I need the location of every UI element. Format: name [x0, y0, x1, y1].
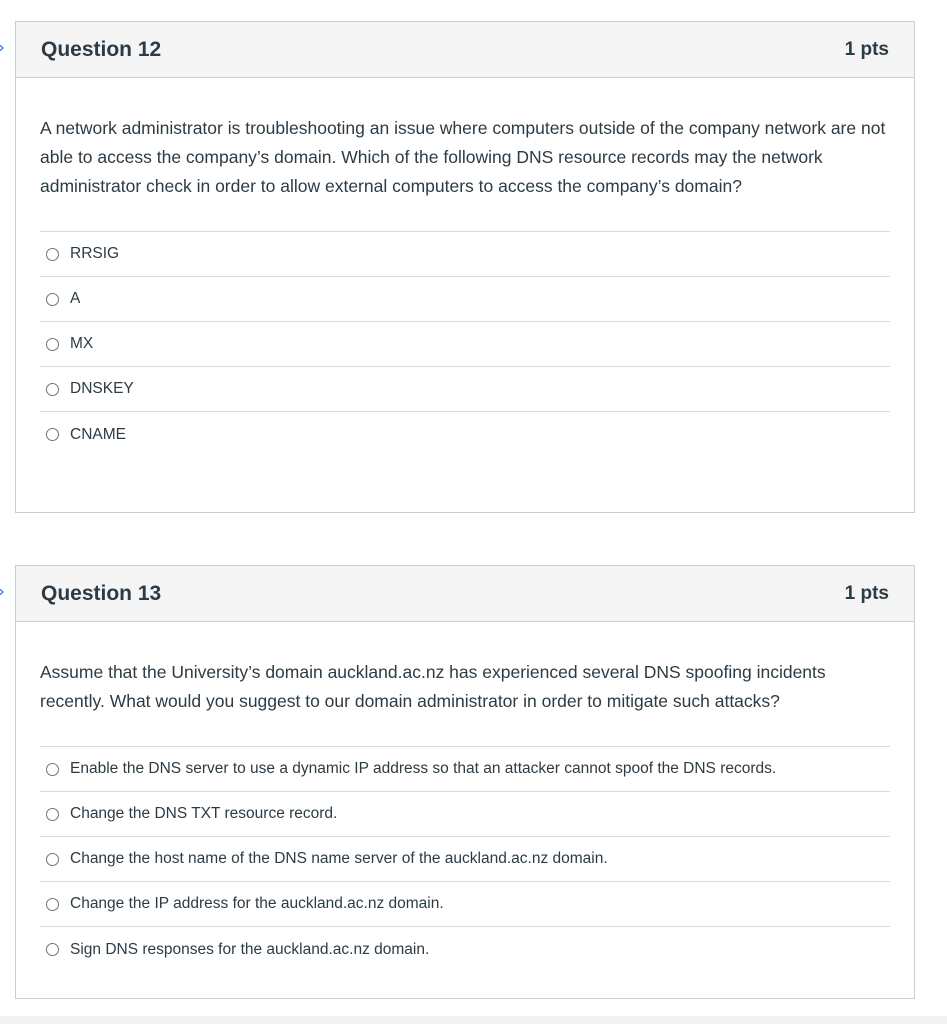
question-header [16, 22, 914, 78]
answer-label: RRSIG [70, 245, 120, 262]
radio-button[interactable] [46, 428, 59, 441]
page-footer-strip [0, 1016, 947, 1024]
question-12-card [15, 21, 915, 513]
question-points: 1 pts [844, 38, 889, 60]
answer-label: MX [70, 335, 94, 352]
answer-label: CNAME [70, 425, 126, 443]
answer-option-a[interactable] [40, 277, 890, 322]
question-13-card [15, 565, 915, 999]
answer-option-rrsig[interactable] [40, 232, 890, 277]
radio-button[interactable] [46, 853, 59, 866]
answer-label: Change the IP address for the auckland.ac.nz domain. [70, 895, 444, 912]
question-body [16, 78, 914, 457]
question-13-flag-icon[interactable] [0, 584, 6, 600]
question-header [16, 566, 914, 622]
answer-option-ip-address[interactable] [40, 882, 890, 927]
question-title: Question 12 [41, 37, 162, 61]
answer-option-cname[interactable] [40, 412, 890, 457]
answer-list [40, 231, 890, 457]
radio-button[interactable] [46, 338, 59, 351]
radio-button[interactable] [46, 383, 59, 396]
question-points: 1 pts [844, 582, 889, 604]
answer-list [40, 746, 890, 972]
radio-button[interactable] [46, 248, 59, 261]
question-body [16, 622, 914, 972]
question-text: A network administrator is troubleshooting an issue where computers outside of the company network are not able to access the company’s domain. Which of the following DNS resource records may the network administrator check in order to allow external computers to access the company’s domain? [40, 118, 886, 196]
answer-label: Change the DNS TXT resource record. [70, 805, 338, 822]
question-title: Question 13 [41, 581, 162, 605]
question-12-flag-icon[interactable] [0, 40, 6, 56]
radio-button[interactable] [46, 943, 59, 956]
answer-option-sign-dns[interactable] [40, 927, 890, 972]
answer-option-mx[interactable] [40, 322, 890, 367]
answer-option-txt-record[interactable] [40, 792, 890, 837]
answer-label: DNSKEY [70, 380, 134, 397]
answer-option-dnskey[interactable] [40, 367, 890, 412]
answer-label: Enable the DNS server to use a dynamic IP address so that an attacker cannot spoof the DNS records. [70, 760, 777, 777]
answer-label: Sign DNS responses for the auckland.ac.nz domain. [70, 940, 430, 958]
answer-option-host-name[interactable] [40, 837, 890, 882]
question-text: Assume that the University’s domain auckland.ac.nz has experienced several DNS spoofing incidents recently. What would you suggest to our domain administrator in order to mitigate such attacks? [40, 662, 826, 711]
radio-button[interactable] [46, 763, 59, 776]
answer-label: A [70, 290, 81, 307]
radio-button[interactable] [46, 898, 59, 911]
radio-button[interactable] [46, 293, 59, 306]
radio-button[interactable] [46, 808, 59, 821]
answer-option-dynamic-ip[interactable] [40, 747, 890, 792]
answer-label: Change the host name of the DNS name server of the auckland.ac.nz domain. [70, 850, 608, 867]
